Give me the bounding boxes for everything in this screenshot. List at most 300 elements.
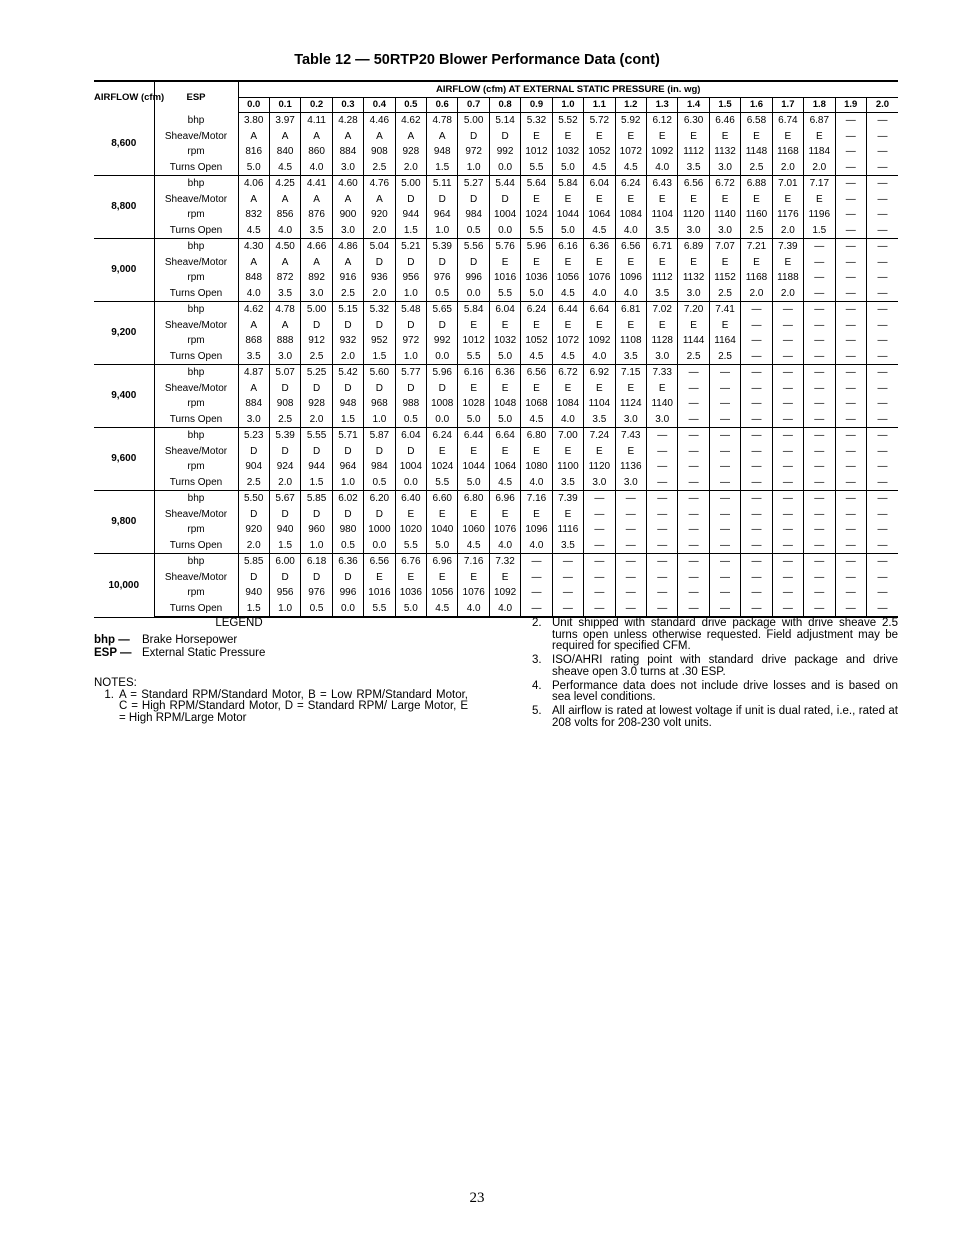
table-cell: E xyxy=(709,318,740,334)
table-cell: — xyxy=(772,522,803,538)
row-label: bhp xyxy=(154,491,238,507)
table-cell: E xyxy=(804,129,835,145)
note-text: Performance data does not include drive losses and is based on sea level conditions. xyxy=(552,679,898,703)
table-cell: 4.78 xyxy=(427,113,458,129)
table-cell: — xyxy=(835,349,866,365)
table-cell: — xyxy=(804,286,835,302)
table-cell: 5.84 xyxy=(458,302,489,318)
table-cell: — xyxy=(615,491,646,507)
table-cell: 1000 xyxy=(364,522,395,538)
table-cell: 1.0 xyxy=(427,223,458,239)
table-cell: 2.5 xyxy=(269,412,300,428)
esp-column-header: ESP xyxy=(154,81,238,113)
table-cell: E xyxy=(521,192,552,208)
table-cell: 1012 xyxy=(458,333,489,349)
table-cell: 1.5 xyxy=(301,475,332,491)
table-cell: 2.5 xyxy=(678,349,709,365)
table-row xyxy=(94,412,898,428)
airflow-value: 8,800 xyxy=(94,176,154,239)
table-cell: 1064 xyxy=(489,459,520,475)
table-cell: E xyxy=(552,444,583,460)
table-row xyxy=(94,538,898,554)
table-cell: 956 xyxy=(269,585,300,601)
table-cell: E xyxy=(678,129,709,145)
row-label: rpm xyxy=(154,459,238,475)
table-cell: A xyxy=(238,192,269,208)
table-cell: 6.24 xyxy=(521,302,552,318)
row-label: Turns Open xyxy=(154,286,238,302)
table-cell: — xyxy=(866,160,898,176)
table-cell: 6.04 xyxy=(489,302,520,318)
table-cell: — xyxy=(866,270,898,286)
table-cell: 5.76 xyxy=(489,239,520,255)
table-cell: 924 xyxy=(269,459,300,475)
row-label: bhp xyxy=(154,428,238,444)
table-cell: 6.36 xyxy=(332,554,363,570)
table-cell: 892 xyxy=(301,270,332,286)
table-cell: — xyxy=(772,459,803,475)
pressure-header: 0.0 xyxy=(238,98,269,113)
table-cell: 3.5 xyxy=(269,286,300,302)
table-cell: 972 xyxy=(395,333,426,349)
table-cell: — xyxy=(866,176,898,192)
table-cell: 5.92 xyxy=(615,113,646,129)
table-cell: 5.0 xyxy=(552,223,583,239)
table-cell: 3.97 xyxy=(269,113,300,129)
table-cell: 1052 xyxy=(521,333,552,349)
table-cell: 1112 xyxy=(678,144,709,160)
table-cell: — xyxy=(835,507,866,523)
table-cell: 5.85 xyxy=(238,554,269,570)
table-cell: E xyxy=(489,318,520,334)
table-cell: 6.16 xyxy=(552,239,583,255)
table-cell: 0.0 xyxy=(489,223,520,239)
legend-title: LEGEND xyxy=(215,617,263,629)
table-cell: 6.96 xyxy=(489,491,520,507)
table-cell: — xyxy=(866,491,898,507)
table-cell: — xyxy=(709,365,740,381)
table-cell: 5.5 xyxy=(521,223,552,239)
table-cell: 6.64 xyxy=(584,302,615,318)
table-cell: D xyxy=(238,507,269,523)
pressure-header: 0.2 xyxy=(301,98,332,113)
table-cell: 1104 xyxy=(646,207,677,223)
table-cell: 4.0 xyxy=(269,223,300,239)
row-label: bhp xyxy=(154,239,238,255)
table-cell: E xyxy=(458,570,489,586)
table-cell: E xyxy=(584,381,615,397)
table-cell: 6.76 xyxy=(395,554,426,570)
note-text: Unit shipped with standard drive package with drive sheave 2.5 turns open unless otherwise requested. Field adjustment may be required for specified CFM. xyxy=(552,617,898,652)
table-cell: — xyxy=(741,318,772,334)
pressure-span-header: AIRFLOW (cfm) AT EXTERNAL STATIC PRESSURE (in. wg) xyxy=(238,81,898,98)
table-cell: 904 xyxy=(238,459,269,475)
table-cell: E xyxy=(709,255,740,271)
table-cell: A xyxy=(364,129,395,145)
table-cell: — xyxy=(741,585,772,601)
table-cell: 1.5 xyxy=(804,223,835,239)
table-cell: 3.5 xyxy=(552,538,583,554)
row-label: Turns Open xyxy=(154,223,238,239)
table-cell: 1076 xyxy=(489,522,520,538)
table-cell: — xyxy=(835,286,866,302)
table-cell: 4.0 xyxy=(615,223,646,239)
table-cell: 6.64 xyxy=(489,428,520,444)
table-cell: 4.5 xyxy=(552,349,583,365)
table-row xyxy=(94,491,898,507)
table-cell: 6.72 xyxy=(709,176,740,192)
table-cell: 4.0 xyxy=(301,160,332,176)
table-cell: — xyxy=(741,601,772,618)
table-cell: 4.0 xyxy=(489,538,520,554)
table-cell: 5.48 xyxy=(395,302,426,318)
table-cell: 6.88 xyxy=(741,176,772,192)
table-cell: — xyxy=(741,349,772,365)
table-cell: 1140 xyxy=(646,396,677,412)
table-cell: 1.0 xyxy=(269,601,300,618)
table-cell: — xyxy=(835,144,866,160)
legend-text: Brake Horsepower xyxy=(142,634,238,646)
table-cell: 5.07 xyxy=(269,365,300,381)
table-cell: 3.5 xyxy=(584,412,615,428)
table-cell: 1084 xyxy=(615,207,646,223)
pressure-header: 1.6 xyxy=(741,98,772,113)
table-cell: 984 xyxy=(364,459,395,475)
table-cell: 976 xyxy=(427,270,458,286)
table-cell: A xyxy=(269,318,300,334)
table-cell: 5.87 xyxy=(364,428,395,444)
row-label: Sheave/Motor xyxy=(154,129,238,145)
table-cell: 4.0 xyxy=(489,601,520,618)
table-cell: 3.0 xyxy=(301,286,332,302)
table-cell: 2.0 xyxy=(804,160,835,176)
notes-title: NOTES: xyxy=(94,677,137,689)
table-cell: E xyxy=(772,129,803,145)
table-cell: 1032 xyxy=(489,333,520,349)
table-cell: — xyxy=(646,554,677,570)
table-cell: — xyxy=(678,412,709,428)
table-cell: 1056 xyxy=(552,270,583,286)
table-cell: 2.0 xyxy=(395,160,426,176)
blower-performance-table xyxy=(94,80,898,618)
table-cell: 920 xyxy=(364,207,395,223)
table-cell: — xyxy=(678,522,709,538)
table-cell: 1.5 xyxy=(364,349,395,365)
table-cell: — xyxy=(866,507,898,523)
table-cell: — xyxy=(678,459,709,475)
table-cell: 7.01 xyxy=(772,176,803,192)
table-cell: — xyxy=(741,554,772,570)
table-cell: — xyxy=(521,570,552,586)
table-cell: — xyxy=(709,475,740,491)
table-cell: — xyxy=(804,349,835,365)
note-number: 5. xyxy=(532,705,542,717)
table-cell: 4.5 xyxy=(489,475,520,491)
note-number: 1. xyxy=(104,688,114,701)
table-cell: D xyxy=(427,381,458,397)
row-label: Sheave/Motor xyxy=(154,507,238,523)
table-cell: — xyxy=(709,396,740,412)
table-cell: 884 xyxy=(332,144,363,160)
table-cell: — xyxy=(772,302,803,318)
table-cell: 4.76 xyxy=(364,176,395,192)
table-cell: 0.5 xyxy=(332,538,363,554)
table-cell: E xyxy=(772,192,803,208)
table-cell: 6.56 xyxy=(678,176,709,192)
table-cell: 1064 xyxy=(584,207,615,223)
table-cell: 956 xyxy=(395,270,426,286)
table-cell: — xyxy=(835,192,866,208)
table-cell: 3.5 xyxy=(552,475,583,491)
table-row xyxy=(94,459,898,475)
airflow-value: 10,000 xyxy=(94,554,154,618)
table-cell: — xyxy=(866,585,898,601)
table-cell: 7.02 xyxy=(646,302,677,318)
table-cell: A xyxy=(427,129,458,145)
table-row xyxy=(94,554,898,570)
table-cell: — xyxy=(741,522,772,538)
table-cell: 6.30 xyxy=(678,113,709,129)
table-cell: 1.5 xyxy=(427,160,458,176)
table-cell: 1092 xyxy=(584,333,615,349)
table-cell: E xyxy=(458,318,489,334)
table-cell: 1052 xyxy=(584,144,615,160)
table-cell: 4.62 xyxy=(395,113,426,129)
table-cell: 5.55 xyxy=(301,428,332,444)
table-cell: A xyxy=(332,129,363,145)
row-label: Sheave/Motor xyxy=(154,192,238,208)
table-cell: A xyxy=(269,192,300,208)
table-row xyxy=(94,522,898,538)
table-cell: 4.66 xyxy=(301,239,332,255)
table-cell: 1148 xyxy=(741,144,772,160)
table-cell: 888 xyxy=(269,333,300,349)
table-cell: E xyxy=(646,381,677,397)
table-cell: 5.44 xyxy=(489,176,520,192)
table-cell: — xyxy=(741,491,772,507)
table-cell: — xyxy=(772,554,803,570)
table-cell: E xyxy=(709,129,740,145)
table-cell: 0.0 xyxy=(427,349,458,365)
table-cell: — xyxy=(709,522,740,538)
table-cell: 4.5 xyxy=(238,223,269,239)
table-row xyxy=(94,428,898,444)
table-cell: 6.24 xyxy=(427,428,458,444)
table-row xyxy=(94,507,898,523)
table-cell: 1160 xyxy=(741,207,772,223)
pressure-header: 1.9 xyxy=(835,98,866,113)
row-label: rpm xyxy=(154,585,238,601)
table-cell: 3.5 xyxy=(238,349,269,365)
page-number: 23 xyxy=(469,1190,485,1206)
table-cell: E xyxy=(678,255,709,271)
table-cell: D xyxy=(301,381,332,397)
table-cell: 936 xyxy=(364,270,395,286)
table-row xyxy=(94,349,898,365)
table-cell: 5.11 xyxy=(427,176,458,192)
table-cell: — xyxy=(584,522,615,538)
table-cell: 6.80 xyxy=(521,428,552,444)
table-cell: 6.60 xyxy=(427,491,458,507)
table-cell: 1092 xyxy=(489,585,520,601)
table-cell: E xyxy=(552,255,583,271)
table-cell: 4.5 xyxy=(584,223,615,239)
table-cell: — xyxy=(866,223,898,239)
table-cell: 2.5 xyxy=(238,475,269,491)
airflow-value: 9,400 xyxy=(94,365,154,428)
table-cell: 6.36 xyxy=(489,365,520,381)
table-cell: E xyxy=(552,129,583,145)
table-cell: 6.18 xyxy=(301,554,332,570)
table-row xyxy=(94,239,898,255)
airflow-column-header: AIRFLOW (cfm) xyxy=(94,81,154,113)
table-cell: — xyxy=(772,333,803,349)
table-cell: — xyxy=(678,381,709,397)
table-cell: — xyxy=(646,570,677,586)
table-row xyxy=(94,333,898,349)
table-cell: 1012 xyxy=(521,144,552,160)
table-cell: — xyxy=(804,601,835,618)
table-cell: — xyxy=(835,491,866,507)
table-cell: 920 xyxy=(238,522,269,538)
table-cell: 5.0 xyxy=(458,412,489,428)
table-cell: — xyxy=(866,522,898,538)
table-cell: 6.56 xyxy=(364,554,395,570)
table-cell: 1.0 xyxy=(332,475,363,491)
table-cell: 2.5 xyxy=(709,349,740,365)
table-cell: — xyxy=(772,538,803,554)
table-cell: 1140 xyxy=(709,207,740,223)
table-cell: 3.0 xyxy=(332,223,363,239)
table-cell: 3.0 xyxy=(709,223,740,239)
table-cell: 5.00 xyxy=(395,176,426,192)
table-cell: 5.0 xyxy=(395,601,426,618)
table-cell: 4.0 xyxy=(584,286,615,302)
table-cell: 6.58 xyxy=(741,113,772,129)
table-cell: 1068 xyxy=(521,396,552,412)
table-cell: — xyxy=(678,585,709,601)
table-cell: D xyxy=(395,444,426,460)
table-cell: 968 xyxy=(364,396,395,412)
table-cell: 4.78 xyxy=(269,302,300,318)
table-cell: — xyxy=(584,601,615,618)
table-cell: 4.5 xyxy=(584,160,615,176)
table-cell: D xyxy=(238,444,269,460)
table-cell: 4.41 xyxy=(301,176,332,192)
table-cell: 876 xyxy=(301,207,332,223)
pressure-header: 1.2 xyxy=(615,98,646,113)
table-cell: 1.0 xyxy=(458,160,489,176)
table-cell: 7.17 xyxy=(804,176,835,192)
table-cell: 5.00 xyxy=(301,302,332,318)
table-cell: 1004 xyxy=(489,207,520,223)
table-cell: 988 xyxy=(395,396,426,412)
table-cell: 884 xyxy=(238,396,269,412)
table-cell: 3.0 xyxy=(709,160,740,176)
table-cell: — xyxy=(678,396,709,412)
table-cell: 2.0 xyxy=(301,412,332,428)
table-cell: 5.64 xyxy=(521,176,552,192)
table-cell: 952 xyxy=(364,333,395,349)
table-cell: — xyxy=(804,475,835,491)
table-cell: E xyxy=(521,255,552,271)
table-cell: — xyxy=(615,585,646,601)
pressure-header: 1.5 xyxy=(709,98,740,113)
table-cell: 1168 xyxy=(741,270,772,286)
table-cell: 1188 xyxy=(772,270,803,286)
table-cell: E xyxy=(678,192,709,208)
table-cell: 6.00 xyxy=(269,554,300,570)
table-row xyxy=(94,192,898,208)
table-cell: E xyxy=(678,318,709,334)
table-cell: 5.5 xyxy=(395,538,426,554)
table-cell: E xyxy=(584,444,615,460)
table-cell: 908 xyxy=(364,144,395,160)
table-cell: D xyxy=(269,507,300,523)
table-cell: 1096 xyxy=(521,522,552,538)
table-row xyxy=(94,365,898,381)
table-cell: 2.0 xyxy=(364,223,395,239)
table-cell: 1184 xyxy=(804,144,835,160)
table-cell: 4.0 xyxy=(238,286,269,302)
table-cell: — xyxy=(835,475,866,491)
table-cell: 3.0 xyxy=(646,349,677,365)
table-cell: 6.87 xyxy=(804,113,835,129)
row-label: rpm xyxy=(154,144,238,160)
table-cell: A xyxy=(364,192,395,208)
table-cell: — xyxy=(584,507,615,523)
table-cell: 1032 xyxy=(552,144,583,160)
table-row xyxy=(94,570,898,586)
table-cell: 944 xyxy=(395,207,426,223)
table-cell: 5.32 xyxy=(521,113,552,129)
table-cell: A xyxy=(301,192,332,208)
table-cell: 1072 xyxy=(552,333,583,349)
table-cell: 2.5 xyxy=(741,160,772,176)
table-cell: D xyxy=(489,129,520,145)
table-cell: — xyxy=(866,601,898,618)
table-cell: 5.56 xyxy=(458,239,489,255)
pressure-header: 1.1 xyxy=(584,98,615,113)
table-cell: — xyxy=(866,207,898,223)
table-cell: — xyxy=(678,428,709,444)
table-cell: 4.0 xyxy=(552,412,583,428)
table-cell: 2.0 xyxy=(772,223,803,239)
pressure-header: 0.3 xyxy=(332,98,363,113)
table-cell: 860 xyxy=(301,144,332,160)
table-cell: E xyxy=(427,444,458,460)
table-cell: D xyxy=(332,444,363,460)
table-cell: — xyxy=(835,601,866,618)
table-row xyxy=(94,223,898,239)
table-cell: — xyxy=(521,585,552,601)
table-cell: 7.24 xyxy=(584,428,615,444)
table-cell: D xyxy=(364,507,395,523)
table-cell: 1.5 xyxy=(395,223,426,239)
table-cell: D xyxy=(301,507,332,523)
table-cell: — xyxy=(866,570,898,586)
table-cell: 2.5 xyxy=(332,286,363,302)
table-cell: — xyxy=(741,333,772,349)
table-cell: 7.16 xyxy=(458,554,489,570)
table-cell: — xyxy=(866,318,898,334)
table-cell: 5.25 xyxy=(301,365,332,381)
table-cell: — xyxy=(772,318,803,334)
table-cell: 5.84 xyxy=(552,176,583,192)
table-cell: 1036 xyxy=(521,270,552,286)
table-cell: — xyxy=(772,570,803,586)
table-cell: — xyxy=(584,585,615,601)
